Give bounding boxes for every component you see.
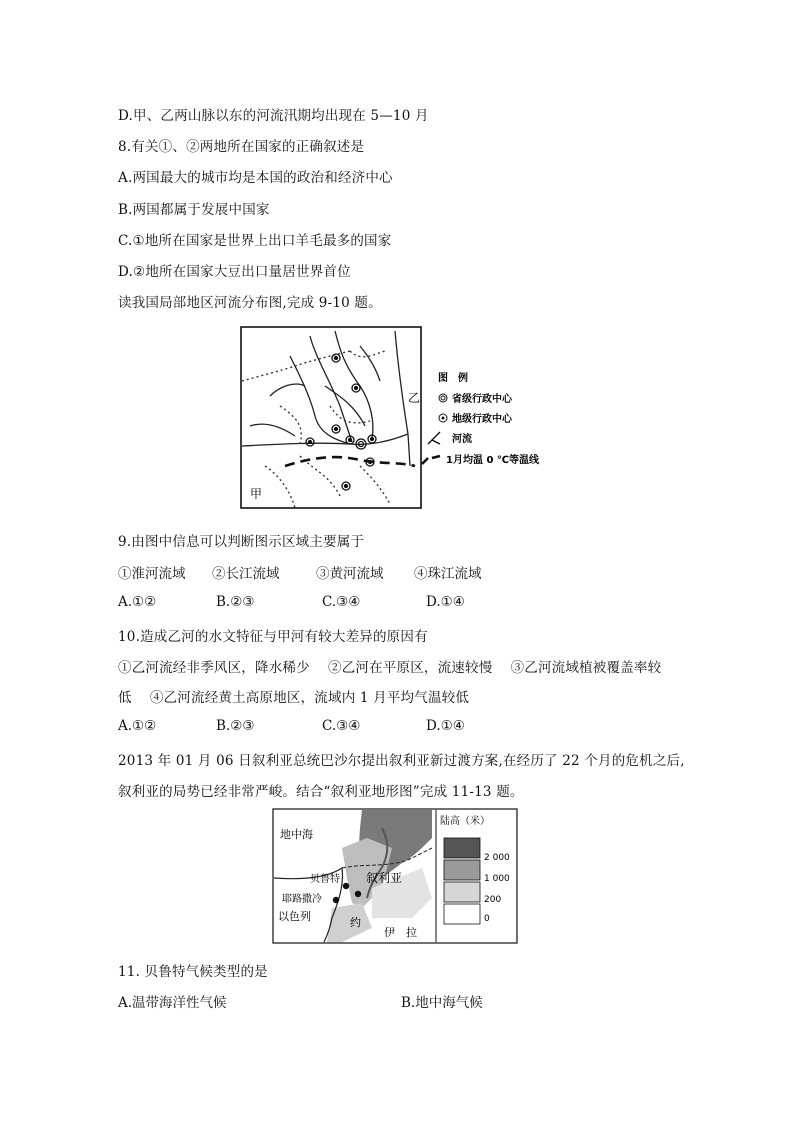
label-syria: 叙利亚 [366, 871, 403, 885]
q9-option: C.③④ [322, 594, 361, 610]
legend-level: 0 [484, 914, 490, 924]
question-10: 10.造成乙河的水文特征与甲河有较大差异的原因有 [118, 629, 428, 645]
label-jerusalem: 耶路撒冷 [282, 894, 322, 905]
q8-option-c: C.①地所在国家是世界上出口羊毛最多的国家 [118, 233, 392, 249]
question-11: 11. 贝鲁特气候类型的是 [118, 964, 268, 980]
syria-terrain-map [272, 808, 518, 944]
q10-option: B.②③ [216, 718, 255, 734]
q9-option: B.②③ [216, 594, 255, 610]
option-d-line: D.甲、乙两山脉以东的河流汛期均出现在 5—10 月 [118, 108, 429, 124]
q10-option: A.①② [118, 718, 157, 734]
q10-option: D.①④ [426, 718, 465, 734]
q9-option: A.①② [118, 594, 157, 610]
q11-option: A.温带海洋性气候 [118, 995, 227, 1011]
q9-item: ③黄河流域 [316, 566, 384, 582]
q11-options [118, 991, 618, 1009]
legend-elevation-title: 陆高（米） [440, 816, 490, 827]
legend-level: 2 000 [484, 853, 510, 863]
q9-item: ①淮河流域 [118, 566, 186, 582]
label-mediterranean: 地中海 [280, 828, 313, 841]
legend-prefecture: 地级行政中心 [452, 414, 512, 425]
question-8: 8.有关①、②两地所在国家的正确叙述是 [118, 139, 365, 155]
syria-intro-1: 2013 年 01 月 06 日叙利亚总统巴沙尔提出叙利亚新过渡方案,在经历了 22 个月的危机之后, [118, 753, 685, 769]
legend-title: 图 例 [438, 373, 468, 384]
legend-river: 河流 [452, 434, 472, 445]
legend-isotherm: 1月均温 0 ℃等温线 [446, 455, 539, 466]
q8-option-d: D.②地所在国家大豆出口量居世界首位 [118, 264, 351, 280]
jerusalem-dot [333, 897, 339, 903]
q9-item: ④珠江流域 [414, 566, 482, 582]
q10-option: C.③④ [322, 718, 361, 734]
label-jia: 甲 [250, 487, 263, 501]
legend-level: 1 000 [484, 874, 510, 884]
q10-statements-2: 低 ④乙河流经黄土高原地区，流域内 1 月平均气温较低 [118, 690, 470, 706]
q8-option-b: B.两国都属于发展中国家 [118, 202, 270, 218]
damascus-dot [355, 891, 361, 897]
beirut-dot [343, 883, 349, 889]
map-intro: 读我国局部地区河流分布图,完成 9-10 题。 [118, 295, 382, 311]
q10-statements-1: ①乙河流经非季风区，降水稀少 ②乙河在平原区，流速较慢 ③乙河流域植被覆盖率较 [118, 660, 662, 676]
label-beirut: 贝鲁特 [310, 874, 340, 885]
q8-option-a: A.两国最大的城市均是本国的政治和经济中心 [118, 170, 393, 186]
river-distribution-map [240, 326, 540, 510]
q9-option: D.①④ [426, 594, 465, 610]
q9-items [118, 562, 618, 580]
label-iraq: 伊 拉 [384, 926, 417, 939]
syria-intro-2: 叙利亚的局势已经非常严峻。结合“叙利亚地形图”完成 11-13 题。 [118, 784, 524, 800]
legend-provincial: 省级行政中心 [452, 394, 512, 405]
label-jordan: 约 [350, 916, 361, 929]
question-9: 9.由图中信息可以判断图示区域主要属于 [118, 534, 365, 550]
q9-item: ②长江流域 [212, 566, 280, 582]
q9-options [118, 594, 618, 612]
label-yi: 乙 [408, 391, 421, 405]
q10-options [118, 718, 618, 736]
q11-option: B.地中海气候 [401, 995, 483, 1011]
legend-level: 200 [484, 895, 502, 905]
label-israel: 以色列 [278, 910, 311, 923]
